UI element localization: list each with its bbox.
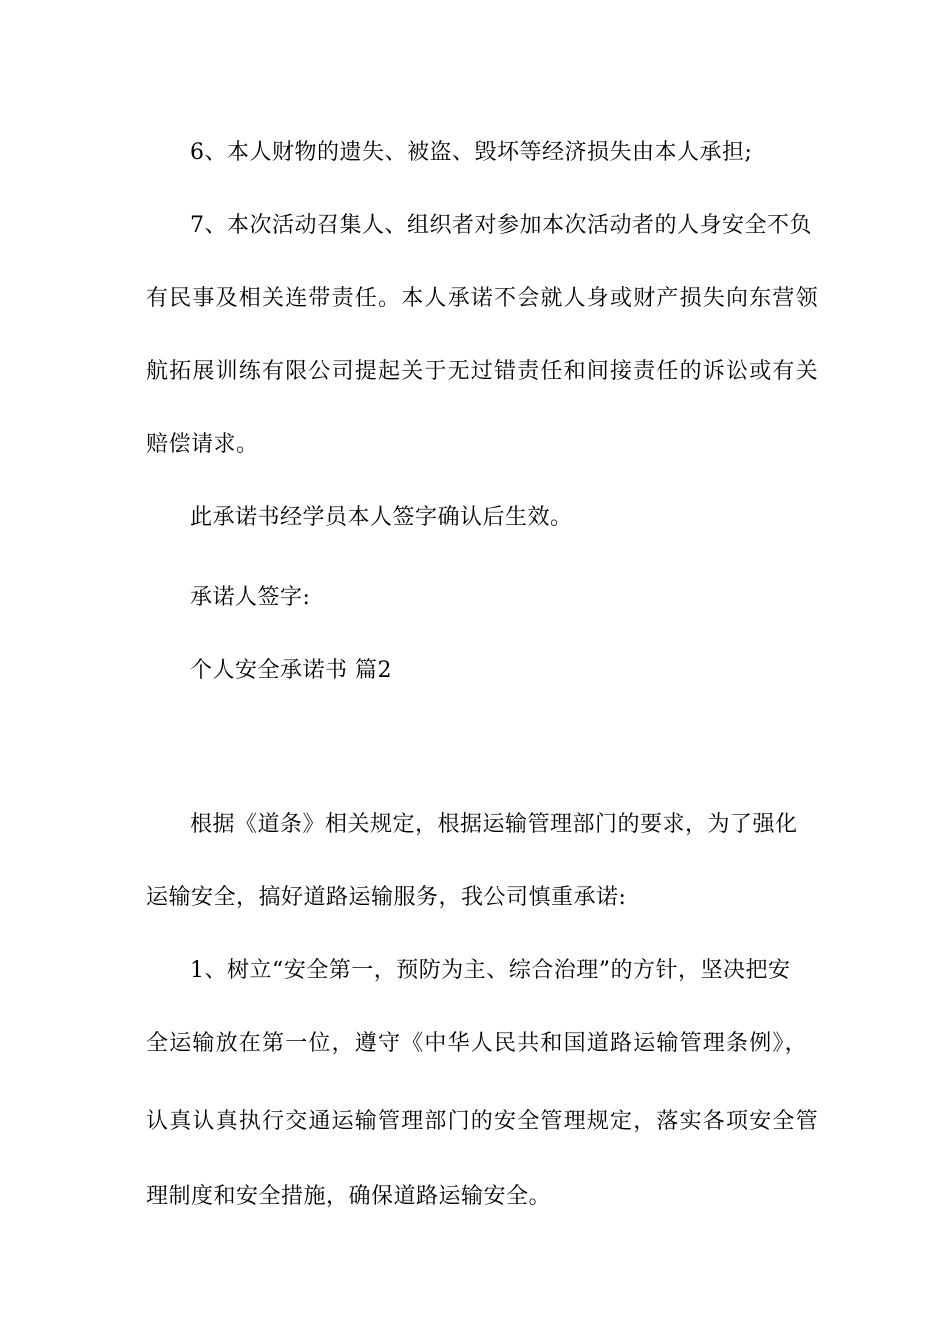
section-heading: 个人安全承诺书 篇2 — [190, 658, 392, 683]
item-1-line-3: 认真认真执行交通运输管理部门的安全管理规定，落实各项安全管 — [146, 1109, 819, 1134]
clause-7-line-1: 7、本次活动召集人、组织者对参加本次活动者的人身安全不负 — [190, 213, 812, 238]
item-1-line-1: 1、树立“安全第一，预防为主、综合治理”的方针，坚决把安 — [190, 958, 791, 983]
intro-line-1: 根据《道条》相关规定，根据运输管理部门的要求，为了强化 — [190, 812, 798, 837]
item-1-line-2: 全运输放在第一位，遵守《中华人民共和国道路运输管理条例》， — [146, 1031, 808, 1056]
signature-label: 承诺人签字: — [190, 585, 311, 610]
effective-statement: 此承诺书经学员本人签字确认后生效。 — [190, 505, 573, 530]
intro-line-2: 运输安全，搞好道路运输服务，我公司慎重承诺: — [146, 885, 627, 910]
clause-6: 6、本人财物的遗失、被盗、毁坏等经济损失由本人承担; — [190, 140, 753, 165]
clause-7-line-3: 航拓展训练有限公司提起关于无过错责任和间接责任的诉讼或有关 — [146, 359, 819, 384]
clause-7-line-4: 赔偿请求。 — [146, 432, 259, 457]
item-1-line-4: 理制度和安全措施，确保道路运输安全。 — [146, 1184, 552, 1209]
clause-7-line-2: 有民事及相关连带责任。本人承诺不会就人身或财产损失向东营领 — [146, 286, 819, 311]
